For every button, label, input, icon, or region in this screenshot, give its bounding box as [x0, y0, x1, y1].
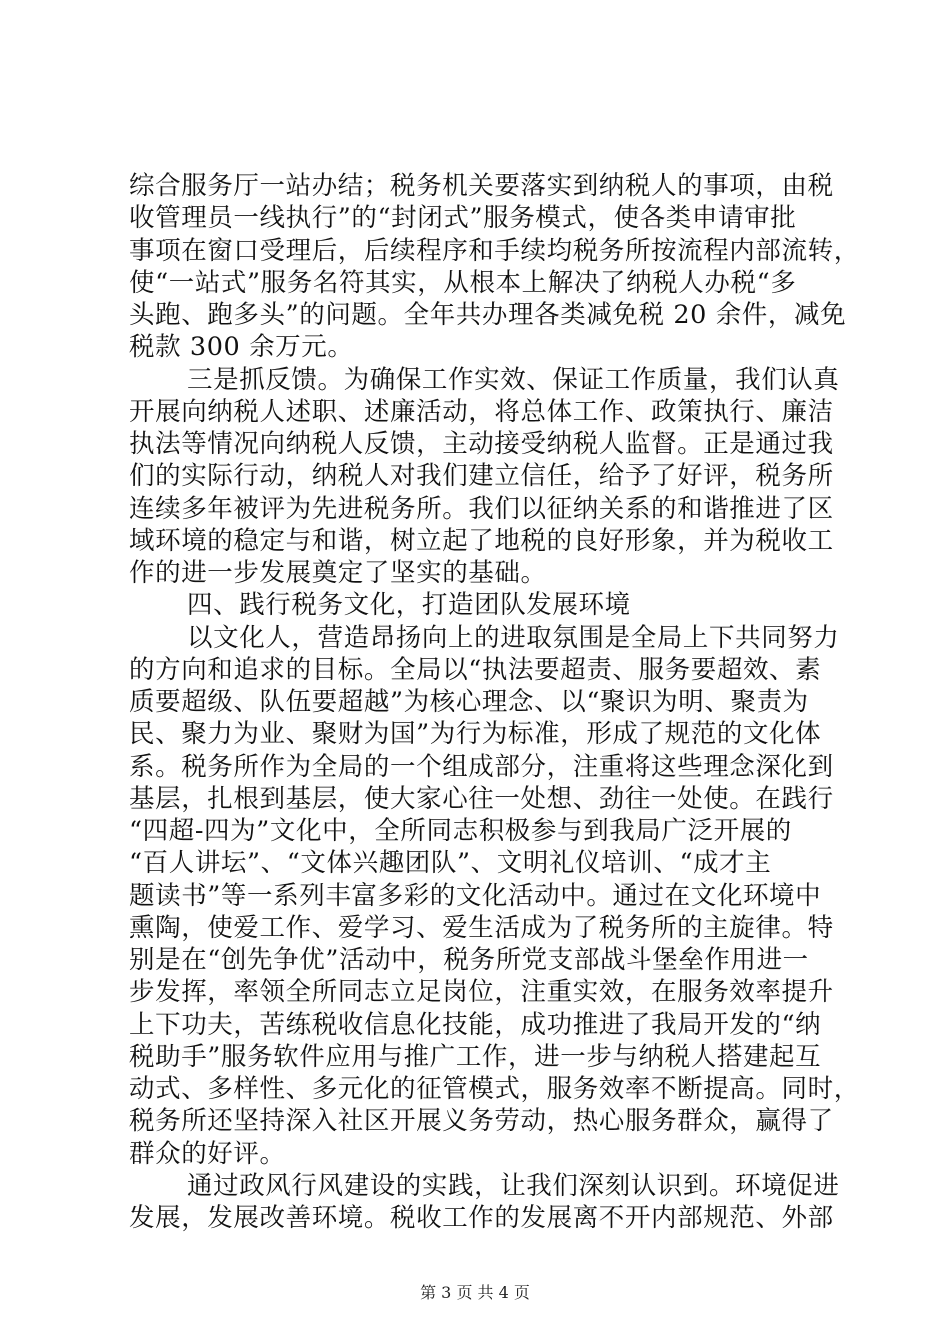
- text-line: 事项在窗口受理后，后续程序和手续均税务所按流程内部流转，: [129, 235, 860, 266]
- text-line: 税助手”服务软件应用与推广工作，进一步与纳税人搭建起互: [129, 1041, 822, 1072]
- text-line: 动式、多样性、多元化的征管模式，服务效率不断提高。同时，: [129, 1074, 860, 1104]
- text-line: 质要超级、队伍要超越”为核心理念、以“聚识为明、聚责为: [129, 687, 809, 717]
- text-line: 综合服务厅一站办结；税务机关要落实到纳税人的事项，由税: [129, 171, 834, 201]
- text-line: 以文化人，营造昂扬向上的进取氛围是全局上下共同努力: [187, 622, 840, 653]
- text-line: 熏陶，使爱工作、爱学习、爱生活成为了税务所的主旋律。特: [129, 912, 834, 943]
- paragraph: [129, 1170, 840, 1235]
- text-line: “百人讲坛”、“文体兴趣团队”、文明礼仪培训、“成才主: [129, 848, 772, 879]
- text-line: 开展向纳税人述职、述廉活动，将总体工作、政策执行、廉洁: [129, 396, 834, 427]
- text-line: 使“一站式”服务名符其实，从根本上解决了纳税人办税“多: [129, 267, 797, 298]
- text-line: 域环境的稳定与和谐，树立起了地税的良好形象，并为税收工: [129, 525, 834, 556]
- section-heading: [129, 589, 821, 621]
- text-line: 通过政风行风建设的实践，让我们深刻认识到。环境促进: [187, 1170, 840, 1201]
- text-line: 作的进一步发展奠定了坚实的基础。: [129, 558, 547, 588]
- text-line: 执法等情况向纳税人反馈，主动接受纳税人监督。正是通过我: [129, 429, 834, 459]
- text-line: 们的实际行动，纳税人对我们建立信任，给予了好评，税务所: [129, 461, 834, 492]
- document-body: [129, 170, 860, 1234]
- text-line: 系。税务所作为全局的一个组成部分，注重将这些理念深化到: [129, 751, 834, 782]
- text-line: 连续多年被评为先进税务所。我们以征纳关系的和谐推进了区: [129, 493, 834, 524]
- text-line: 三是抓反馈。为确保工作实效、保证工作质量，我们认真: [187, 364, 840, 395]
- text-line: 四、践行税务文化，打造团队发展环境: [187, 590, 631, 621]
- paragraph: [129, 170, 860, 364]
- paragraph: [129, 364, 840, 590]
- text-line: 基层，扎根到基层，使大家心往一处想、劲往一处使。在践行: [129, 783, 834, 814]
- text-line: 步发挥，率领全所同志立足岗位，注重实效，在服务效率提升: [129, 977, 834, 1008]
- text-line: 发展，发展改善环境。税收工作的发展离不开内部规范、外部: [129, 1203, 834, 1233]
- text-line: 题读书”等一系列丰富多彩的文化活动中。通过在文化环境中: [129, 880, 822, 911]
- text-line: 收管理员一线执行”的“封闭式”服务模式，使各类申请审批: [129, 203, 797, 234]
- text-line: 上下功夫，苦练税收信息化技能，成功推进了我局开发的“纳: [129, 1009, 822, 1040]
- page-number-footer: 第 3 页 共 4 页: [420, 1283, 530, 1302]
- text-line: 税款 300 余万元。: [129, 332, 354, 363]
- text-line: 头跑、跑多头”的问题。全年共办理各类减免税 20 余件，减免: [129, 300, 847, 330]
- text-line: 税务所还坚持深入社区开展义务劳动，热心服务群众，赢得了: [129, 1106, 834, 1137]
- text-line: 群众的好评。: [129, 1138, 286, 1169]
- text-line: 别是在“创先争优”活动中，税务所党支部战斗堡垒作用进一: [129, 945, 809, 975]
- text-line: “四超-四为”文化中，全所同志积极参与到我局广泛开展的: [129, 816, 792, 846]
- text-line: 民、聚力为业、聚财为国”为行为标准，形成了规范的文化体: [129, 719, 822, 750]
- text-line: 的方向和追求的目标。全局以“执法要超责、服务要超效、素: [129, 654, 822, 685]
- paragraph: [129, 622, 860, 1170]
